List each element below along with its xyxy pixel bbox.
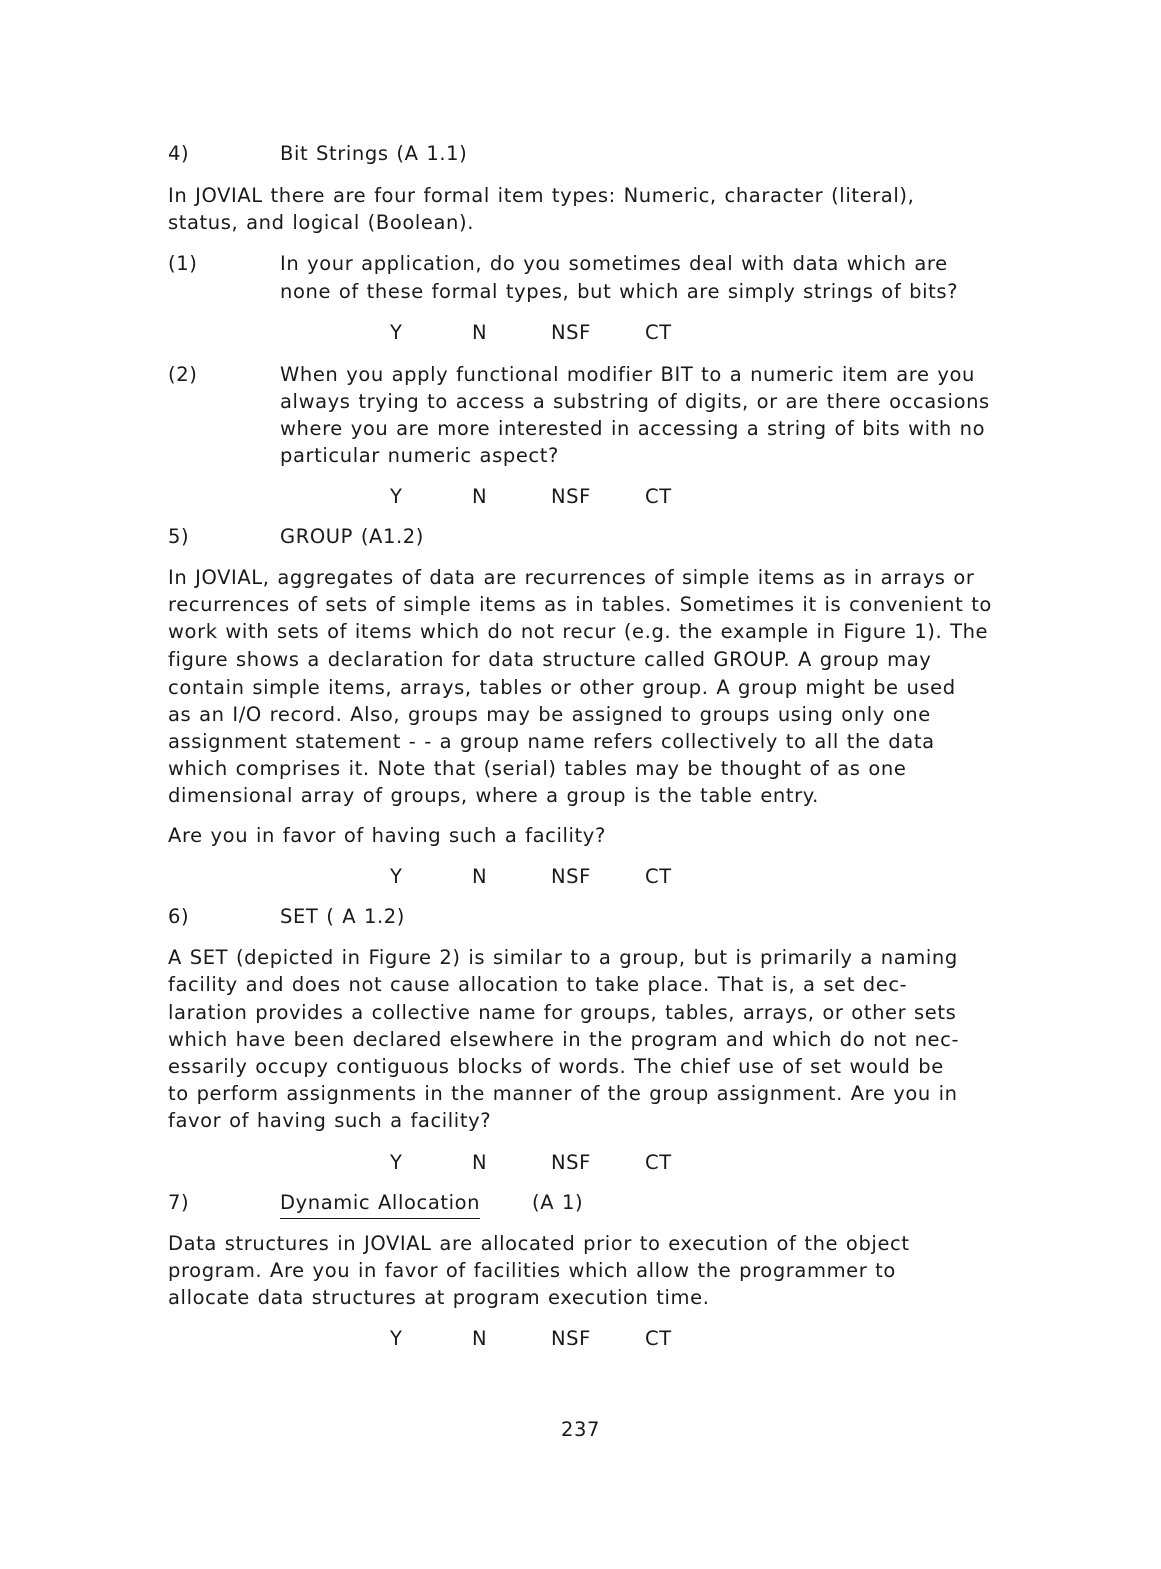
section-7-ref: (A 1) (532, 1191, 584, 1214)
question-4-2-line: particular numeric aspect? (280, 444, 559, 467)
answer-ct[interactable]: CT (645, 865, 672, 888)
section-7-number: 7) (168, 1191, 190, 1214)
question-4-2-label: (2) (168, 363, 198, 386)
section-5-title: GROUP (A1.2) (280, 525, 425, 548)
answer-options-7 (0, 1327, 1161, 1357)
answer-n[interactable]: N (472, 1151, 488, 1174)
section-6-number: 6) (168, 905, 190, 928)
answer-n[interactable]: N (472, 485, 488, 508)
section-5-question: Are you in favor of having such a facility? (168, 824, 606, 847)
section-6-body-line: laration provides a collective name for groups, tables, arrays, or other sets (168, 1001, 957, 1024)
section-7-body-line: Data structures in JOVIAL are allocated prior to execution of the object (168, 1232, 910, 1255)
answer-y[interactable]: Y (390, 1327, 403, 1350)
answer-ct[interactable]: CT (645, 485, 672, 508)
section-6-body-line: essarily occupy contiguous blocks of words. The chief use of set would be (168, 1055, 944, 1078)
page-number: 237 (560, 1418, 601, 1441)
answer-n[interactable]: N (472, 321, 488, 344)
question-4-1-line: In your application, do you sometimes deal with data which are (280, 252, 948, 275)
section-5-body-line: In JOVIAL, aggregates of data are recurrences of simple items as in arrays or (168, 566, 975, 589)
section-5-number: 5) (168, 525, 190, 548)
question-4-2-line: always trying to access a substring of digits, or are there occasions (280, 390, 990, 413)
answer-n[interactable]: N (472, 865, 488, 888)
answer-nsf[interactable]: NSF (551, 865, 591, 888)
answer-ct[interactable]: CT (645, 1151, 672, 1174)
answer-nsf[interactable]: NSF (551, 321, 591, 344)
section-6-body-line: A SET (depicted in Figure 2) is similar to a group, but is primarily a naming (168, 946, 958, 969)
question-4-1-line: none of these formal types, but which are simply strings of bits? (280, 280, 959, 303)
section-6-body-line: to perform assignments in the manner of the group assignment. Are you in (168, 1082, 958, 1105)
section-6-body-line: favor of having such a facility? (168, 1109, 492, 1132)
question-4-2-line: where you are more interested in accessing a string of bits with no (280, 417, 986, 440)
section-6-title: SET ( A 1.2) (280, 905, 405, 928)
section-5-body-line: as an I/O record. Also, groups may be assigned to groups using only one (168, 703, 931, 726)
answer-options-5 (0, 865, 1161, 895)
answer-ct[interactable]: CT (645, 321, 672, 344)
section-5-body-line: dimensional array of groups, where a group is the table entry. (168, 784, 819, 807)
answer-options-6 (0, 1151, 1161, 1181)
question-4-2-line: When you apply functional modifier BIT to a numeric item are you (280, 363, 975, 386)
section-5-body-line: contain simple items, arrays, tables or other group. A group might be used (168, 676, 956, 699)
section-6-body-line: which have been declared elsewhere in the program and which do not nec- (168, 1028, 960, 1051)
answer-y[interactable]: Y (390, 321, 403, 344)
section-4-intro-line: In JOVIAL there are four formal item types: Numeric, character (literal), (168, 184, 915, 207)
answer-nsf[interactable]: NSF (551, 485, 591, 508)
answer-nsf[interactable]: NSF (551, 1327, 591, 1350)
answer-y[interactable]: Y (390, 485, 403, 508)
answer-y[interactable]: Y (390, 1151, 403, 1174)
section-7-body-line: allocate data structures at program execution time. (168, 1286, 710, 1309)
section-4-title: Bit Strings (A 1.1) (280, 142, 468, 165)
section-7-title (280, 1191, 480, 1214)
section-4-number: 4) (168, 142, 190, 165)
section-4-intro-line: status, and logical (Boolean). (168, 211, 475, 234)
section-6-body-line: facility and does not cause allocation to take place. That is, a set dec- (168, 973, 908, 996)
answer-y[interactable]: Y (390, 865, 403, 888)
section-5-body-line: work with sets of items which do not recur (e.g. the example in Figure 1). The (168, 620, 989, 643)
section-7-body-line: program. Are you in favor of facilities which allow the programmer to (168, 1259, 896, 1282)
section-5-body-line: figure shows a declaration for data structure called GROUP. A group may (168, 648, 932, 671)
section-5-body-line: which comprises it. Note that (serial) tables may be thought of as one (168, 757, 907, 780)
answer-nsf[interactable]: NSF (551, 1151, 591, 1174)
answer-options-4-2 (0, 485, 1161, 515)
answer-n[interactable]: N (472, 1327, 488, 1350)
section-7-title-text: Dynamic Allocation (280, 1191, 480, 1219)
question-4-1-label: (1) (168, 252, 198, 275)
section-5-body-line: assignment statement - - a group name refers collectively to all the data (168, 730, 935, 753)
section-5-body-line: recurrences of sets of simple items as in tables. Sometimes it is convenient to (168, 593, 992, 616)
answer-options-4-1 (0, 321, 1161, 351)
answer-ct[interactable]: CT (645, 1327, 672, 1350)
